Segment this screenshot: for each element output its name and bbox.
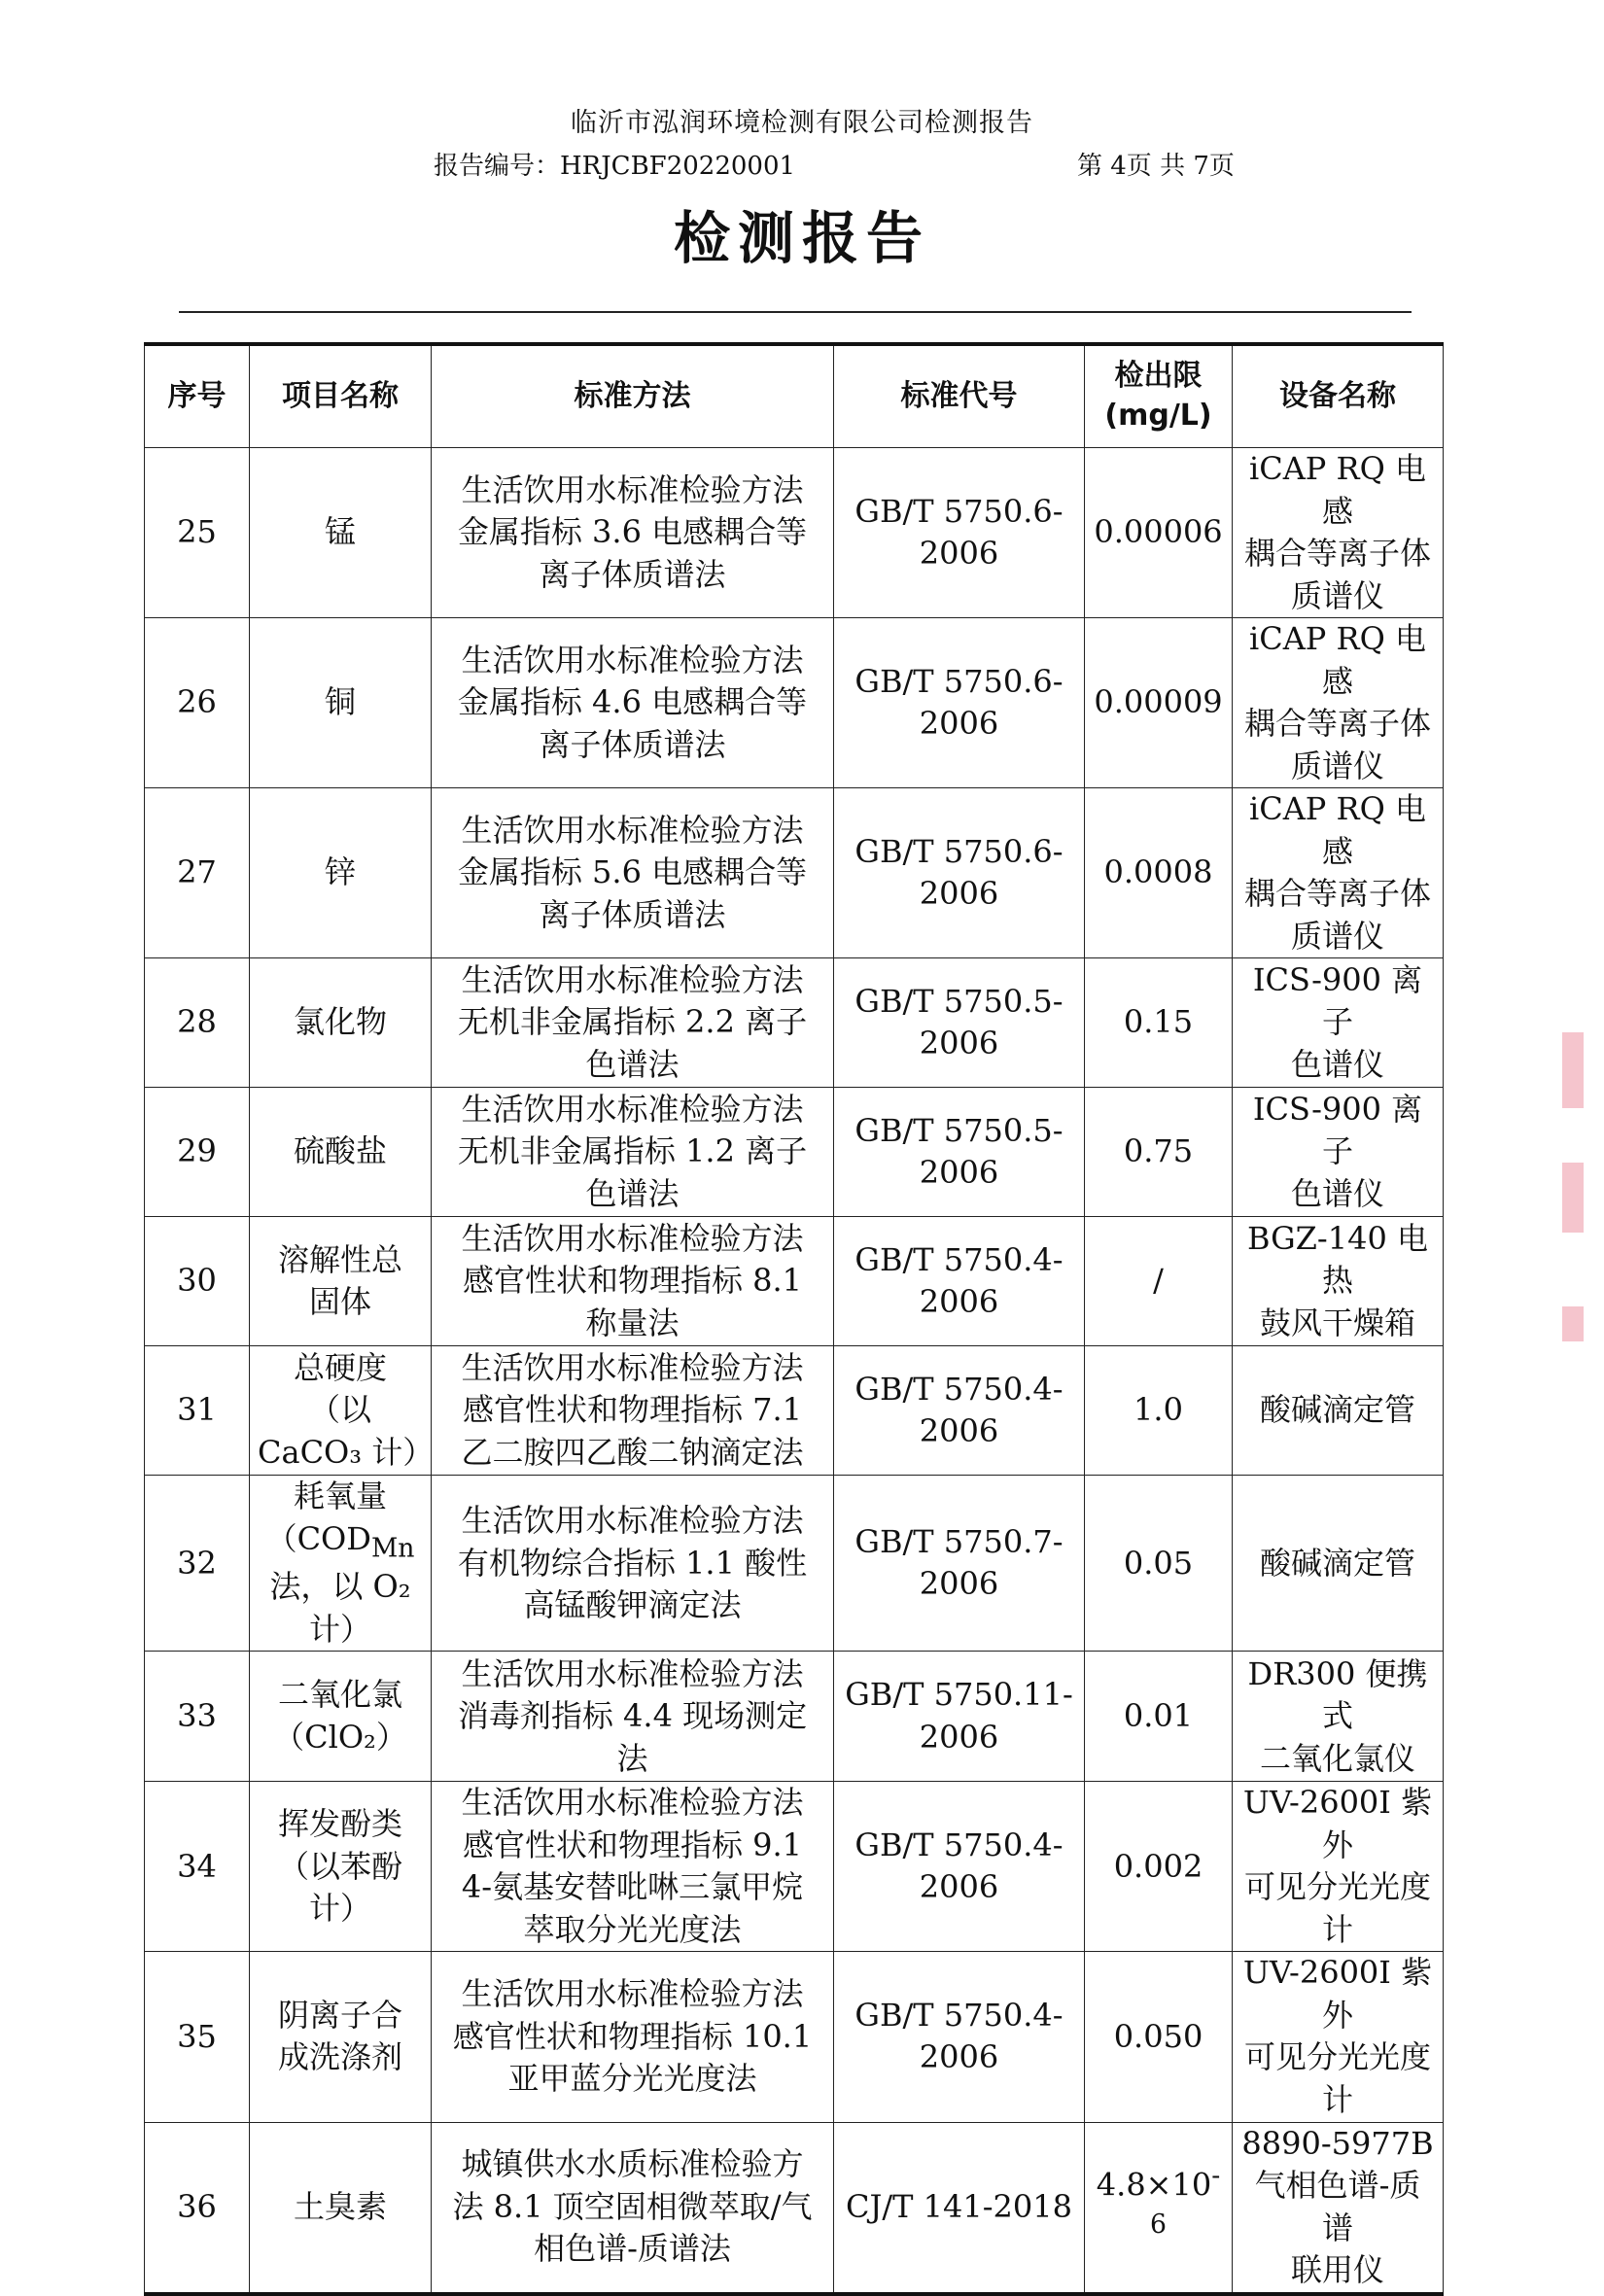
cell-method [432,448,834,618]
cell-item [250,1952,432,2122]
cell-code-line: GB/T 5750.4- [854,1240,1064,1278]
cell-item-line: 挥发酚类 [277,1805,402,1843]
cell-limit-line: 0.002 [1113,1847,1203,1885]
cell-method-line: 感官性状和物理指标 10.1 [452,2017,813,2055]
cell-code-line: CJ/T 141-2018 [846,2187,1072,2225]
cell-equipment-line: iCAP RQ 电感 [1248,790,1427,870]
cell-equipment-line: DR300 便携式 [1247,1654,1428,1735]
cell-equipment-line: 耦合等离子体 [1243,875,1431,913]
cell-code [834,1782,1085,1952]
cell-method-line: 法 8.1 顶空固相微萃取/气 [452,2187,813,2225]
cell-method-line: 金属指标 4.6 电感耦合等 [457,683,808,721]
cell-method-line: 生活饮用水标准检验方法 [461,1654,804,1692]
cell-limit [1085,1346,1233,1476]
cell-method [432,788,834,958]
cell-method-line: 色谱法 [585,1045,680,1083]
cell-seq-line: 35 [177,2017,217,2055]
cell-code-line: GB/T 5750.6- [854,492,1064,530]
cell-method-line: 无机非金属指标 1.2 离子 [457,1132,808,1170]
cell-item [250,1476,432,1652]
cell-code-line: 2006 [919,535,999,573]
cell-code-line: GB/T 5750.6- [854,832,1064,870]
cell-limit-line: 0.05 [1123,1544,1194,1582]
cell-code-line: GB/T 5750.5- [854,982,1064,1020]
header-item: 项目名称 [250,344,432,448]
cell-limit [1085,1952,1233,2122]
cell-equipment-line: 质谱仪 [1290,576,1384,614]
cell-limit [1085,2122,1233,2294]
cell-item-line: 成洗涤剂 [277,2038,402,2076]
cell-item-line: （ClO₂） [273,1718,407,1756]
cell-code-line: 2006 [919,1154,999,1192]
cell-equipment-line: 二氧化氯仪 [1259,1739,1415,1777]
cell-method-line: 感官性状和物理指标 9.1 [462,1826,803,1863]
cell-method-line: 生活饮用水标准检验方法 [461,1219,804,1257]
cell-seq [145,958,250,1088]
cell-seq-line: 28 [177,1003,217,1041]
cell-method-line: 城镇供水水质标准检验方 [461,2145,804,2183]
cell-item-line: 法，以 O₂ [269,1568,411,1606]
cell-equipment [1233,958,1444,1088]
cell-limit [1085,958,1233,1088]
cell-seq-line: 26 [177,683,217,721]
cell-method [432,618,834,788]
cell-code-line: GB/T 5750.4- [854,1370,1064,1408]
header-code: 标准代号 [834,344,1085,448]
cell-item-line: （以 [308,1391,371,1429]
cell-code-line: 2006 [919,705,999,743]
cell-limit [1085,1217,1233,1346]
cell-code [834,1476,1085,1652]
cell-equipment-line: UV-2600I 紫外 [1242,1954,1433,2034]
cell-limit [1085,1088,1233,1217]
cell-equipment-line: 鼓风干燥箱 [1259,1304,1415,1341]
cell-code [834,1088,1085,1217]
cell-method-line: 无机非金属指标 2.2 离子 [457,1003,808,1041]
cell-limit-line: 1.0 [1133,1391,1183,1429]
table-row [145,1952,1444,2122]
cell-code [834,1952,1085,2122]
cell-method [432,1652,834,1782]
cell-code-line: GB/T 5750.4- [854,1996,1064,2034]
cell-item-line: 计） [308,1610,371,1648]
cell-code [834,2122,1085,2294]
cell-item-line: 耗氧量 [293,1478,387,1515]
cell-code [834,618,1085,788]
cell-item-line: 硫酸盐 [293,1132,387,1170]
cell-seq [145,1088,250,1217]
cell-equipment-line: ICS-900 离子 [1252,960,1423,1041]
cell-code-line: 2006 [919,875,999,913]
cell-seq-line: 33 [177,1697,217,1735]
cell-item-line: （$COD_{Mn}$ [265,1519,415,1564]
cell-code [834,448,1085,618]
test-method-table [144,342,1444,2296]
cell-seq [145,1952,250,2122]
page-title: 检测报告 [673,205,930,271]
cell-code-line: GB/T 5750.7- [854,1522,1064,1560]
cell-equipment-line: 可见分光光度 [1243,1868,1431,1906]
cell-equipment-line: ICS-900 离子 [1252,1090,1423,1170]
table-row [145,1217,1444,1346]
cell-method [432,958,834,1088]
cell-method-line: 乙二胺四乙酸二钠滴定法 [461,1433,804,1471]
table-header-row [145,344,1444,448]
cell-equipment-line: UV-2600I 紫外 [1242,1784,1433,1863]
cell-seq [145,1782,250,1952]
cell-method [432,1346,834,1476]
cell-item-line: 总硬度 [293,1348,387,1386]
cell-method [432,1088,834,1217]
cell-seq-line: 29 [177,1132,217,1170]
cell-limit-line: $4.8\times 10^{-6}$ [1096,2161,1221,2240]
cell-seq-line: 25 [177,513,217,551]
cell-seq [145,1346,250,1476]
cell-item [250,1346,435,1476]
cell-code-line: 2006 [919,1283,999,1321]
cell-item-line: 二氧化氯 [277,1676,402,1714]
cell-equipment [1233,788,1444,958]
cell-item [250,448,432,618]
cell-method-line: 离子体质谱法 [539,555,726,593]
cell-equipment-line: BGZ-140 电热 [1247,1219,1428,1300]
cell-seq-line: 31 [177,1391,217,1429]
cell-equipment-line: 计 [1321,1910,1353,1948]
cell-item [250,2122,432,2294]
cell-equipment-line: 气相色谱-质谱 [1254,2167,1421,2246]
cell-seq [145,1476,250,1652]
table-row [145,448,1444,618]
cell-limit [1085,1476,1233,1652]
cell-equipment [1233,1952,1444,2122]
cell-equipment-line: iCAP RQ 电感 [1248,450,1427,530]
cell-equipment-line: 联用仪 [1290,2251,1384,2289]
cell-method-line: 生活饮用水标准检验方法 [461,1502,804,1540]
cell-item-line: 土臭素 [293,2187,387,2225]
table-row [145,1476,1444,1652]
cell-equipment [1233,1217,1444,1346]
cell-item [250,618,432,788]
table-row [145,958,1444,1088]
table-row [145,1652,1444,1782]
cell-seq [145,2122,250,2294]
cell-item-line: 溶解性总 [277,1240,402,1278]
cell-code-line: GB/T 5750.5- [854,1111,1064,1149]
cell-equipment [1233,448,1444,618]
company-report-header: 临沂市泓润环境检测有限公司检测报告 [571,108,1033,138]
cell-item [250,1088,432,1217]
cell-item-line: 锰 [324,513,356,551]
cell-equipment-line: 酸碱滴定管 [1259,1391,1415,1429]
cell-limit-line: 0.01 [1123,1697,1194,1735]
cell-equipment-line: 质谱仪 [1290,747,1384,784]
cell-method-line: 亚甲蓝分光光度法 [507,2060,757,2098]
cell-code-line: GB/T 5750.11- [845,1676,1073,1714]
report-number: 报告编号：HRJCBF20220001 [434,152,796,181]
title-divider [179,311,1412,313]
table-row [145,1346,1444,1476]
cell-code-line: 2006 [919,1868,999,1906]
cell-item-line: 锌 [324,853,356,891]
cell-method-line: 生活饮用水标准检验方法 [461,1784,804,1822]
cell-code-line: GB/T 5750.4- [854,1826,1064,1863]
cell-equipment-line: 计 [1321,2081,1353,2118]
seal-fragment-1 [1562,1032,1584,1108]
cell-item-line: 阴离子合 [277,1996,402,2034]
cell-equipment-line: 质谱仪 [1290,917,1384,955]
cell-equipment [1233,1346,1444,1476]
cell-equipment [1233,1652,1444,1782]
cell-item [250,1652,432,1782]
cell-seq-line: 32 [177,1544,217,1582]
cell-limit-line: 0.15 [1123,1003,1194,1041]
cell-code-line: GB/T 5750.6- [854,662,1064,700]
cell-code-line: 2006 [919,1412,999,1450]
seal-fragment-2 [1562,1163,1584,1233]
table-row [145,788,1444,958]
cell-equipment [1233,1476,1444,1652]
cell-method-line: 法 [616,1739,648,1777]
cell-method-line: 生活饮用水标准检验方法 [461,470,804,508]
cell-item-line: 计） [308,1890,371,1928]
cell-method-line: 色谱法 [585,1174,680,1212]
cell-code [834,1652,1085,1782]
cell-code [834,788,1085,958]
cell-seq-line: 36 [177,2187,217,2225]
cell-equipment-line: 色谱仪 [1290,1045,1384,1083]
cell-code [834,1346,1085,1476]
cell-code-line: 2006 [919,1025,999,1062]
cell-equipment [1233,618,1444,788]
cell-method-line: 生活饮用水标准检验方法 [461,1090,804,1128]
cell-seq [145,788,250,958]
cell-equipment-line: 可见分光光度 [1243,2038,1431,2076]
header-seq: 序号 [145,344,250,448]
page-info: 第 4页 共 7页 [1077,152,1235,181]
cell-limit [1085,1652,1233,1782]
cell-item [250,958,432,1088]
cell-method-line: 金属指标 5.6 电感耦合等 [457,853,808,891]
header-limit-title: 检出限 [1114,359,1203,394]
cell-seq [145,618,250,788]
cell-seq-line: 30 [177,1262,217,1300]
cell-method-line: 离子体质谱法 [539,895,726,933]
header-limit-unit: (mg/L) [1104,399,1212,433]
cell-limit-line: 0.0008 [1103,853,1213,891]
cell-limit [1085,618,1233,788]
table-row [145,618,1444,788]
cell-equipment-line: iCAP RQ 电感 [1248,620,1427,700]
cell-seq-line: 34 [177,1847,217,1885]
cell-limit-line: / [1153,1262,1164,1300]
cell-equipment-line: 酸碱滴定管 [1259,1544,1415,1582]
cell-equipment [1233,1088,1444,1217]
table-row [145,2122,1444,2294]
cell-method [432,1952,834,2122]
cell-method-line: 感官性状和物理指标 8.1 [462,1262,803,1300]
cell-method-line: 消毒剂指标 4.4 现场测定 [457,1697,808,1735]
seal-fragment-3 [1562,1306,1584,1341]
cell-limit-line: 0.00009 [1094,683,1223,721]
cell-code [834,958,1085,1088]
cell-item [250,1782,432,1952]
cell-method-line: 感官性状和物理指标 7.1 [462,1391,803,1429]
cell-item-line: CaCO₃ 计） [258,1433,435,1471]
cell-method-line: 称量法 [585,1304,680,1341]
cell-code-line: 2006 [919,2038,999,2076]
header-equipment: 设备名称 [1233,344,1444,448]
cell-seq [145,1217,250,1346]
cell-method-line: 萃取分光光度法 [523,1910,742,1948]
header-method: 标准方法 [432,344,834,448]
cell-item-line: （以苯酚 [277,1847,402,1885]
cell-limit [1085,1782,1233,1952]
cell-method-line: 生活饮用水标准检验方法 [461,641,804,678]
cell-seq-line: 27 [177,853,217,891]
table-row [145,1088,1444,1217]
cell-code-line: 2006 [919,1718,999,1756]
cell-item-line: 固体 [308,1283,371,1321]
cell-method-line: 4-氨基安替吡啉三氯甲烷 [461,1868,804,1906]
cell-method [432,2122,834,2294]
cell-item [250,788,432,958]
cell-code [834,1217,1085,1346]
cell-method-line: 生活饮用水标准检验方法 [461,1975,804,2013]
header-limit [1085,344,1233,448]
cell-code-line: 2006 [919,1565,999,1603]
cell-method-line: 生活饮用水标准检验方法 [461,960,804,998]
cell-equipment-line: 耦合等离子体 [1243,535,1431,573]
cell-item-line: 铜 [324,683,356,721]
cell-equipment-line: 耦合等离子体 [1243,705,1431,743]
cell-limit [1085,448,1233,618]
cell-seq [145,1652,250,1782]
cell-method [432,1217,834,1346]
cell-method-line: 离子体质谱法 [539,725,726,763]
cell-method [432,1476,834,1652]
cell-method-line: 高锰酸钾滴定法 [523,1586,742,1624]
cell-item [250,1217,432,1346]
table-body [145,448,1444,2294]
cell-method [432,1782,834,1952]
cell-limit-line: 0.75 [1123,1132,1194,1170]
cell-method-line: 有机物综合指标 1.1 酸性 [457,1544,808,1582]
cell-equipment-line: 色谱仪 [1290,1174,1384,1212]
cell-method-line: 金属指标 3.6 电感耦合等 [457,513,808,551]
cell-seq [145,448,250,618]
cell-method-line: 相色谱-质谱法 [534,2230,731,2268]
cell-method-line: 生活饮用水标准检验方法 [461,811,804,849]
cell-equipment-line: 8890-5977B [1241,2124,1434,2162]
cell-limit-line: 0.00006 [1094,513,1223,551]
cell-limit [1085,788,1233,958]
cell-equipment [1233,1782,1444,1952]
cell-method-line: 生活饮用水标准检验方法 [461,1348,804,1386]
table-row [145,1782,1444,1952]
cell-limit-line: 0.050 [1113,2017,1203,2055]
cell-item-line: 氯化物 [293,1003,387,1041]
cell-equipment [1233,2122,1444,2294]
